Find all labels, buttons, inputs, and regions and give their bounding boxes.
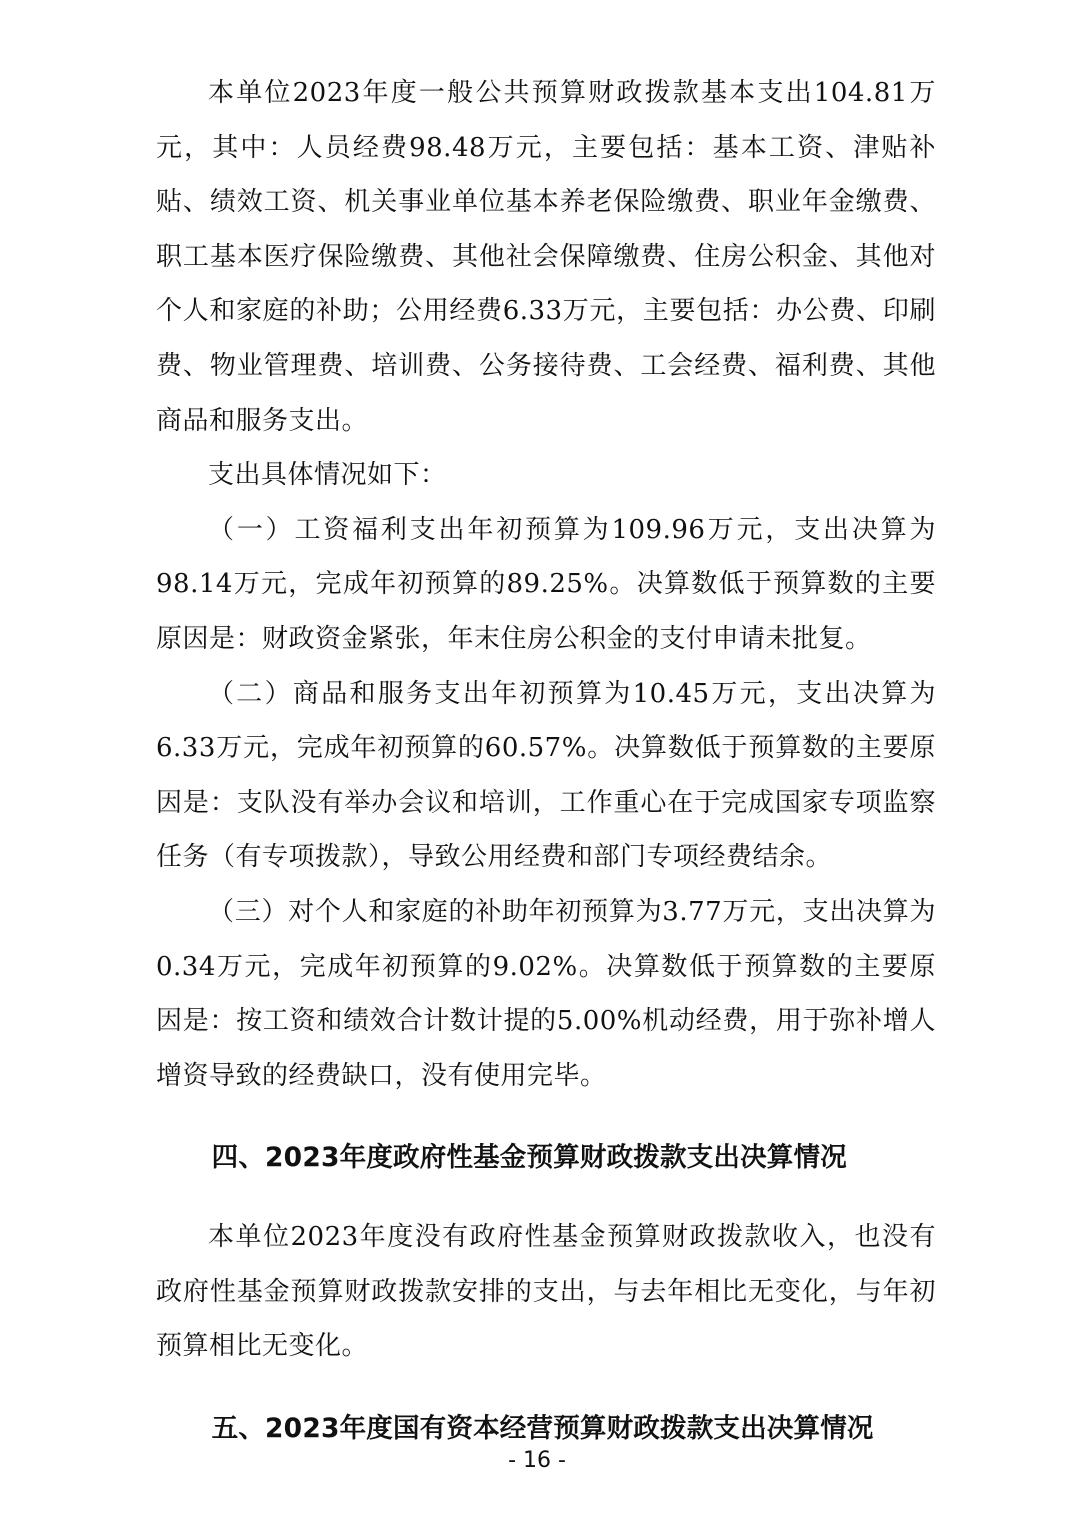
page-number: - 16 - xyxy=(508,1448,566,1473)
paragraph-goods-services: （二）商品和服务支出年初预算为10.45万元，支出决算为6.33万元，完成年初预算的60.57%。决算数低于预算数的主要原因是：支队没有举办会议和培训，工作重心在于完成国家专项监察任务（有专项拨款），导致公用经费和部门专项经费结余。 xyxy=(156,678,936,873)
document-page xyxy=(156,66,936,1459)
paragraph-wages-welfare: （一）工资福利支出年初预算为109.96万元，支出决算为98.14万元，完成年初预算的89.25%。决算数低于预算数的主要原因是：财政资金紧张，年末住房公积金的支付申请未批复。 xyxy=(156,514,936,654)
paragraph-details-intro: 支出具体情况如下： xyxy=(208,460,447,491)
section-4-heading: 四、2023年度政府性基金预算财政拨款支出决算情况 xyxy=(211,1142,847,1174)
paragraph-individual-subsidy: （三）对个人和家庭的补助年初预算为3.77万元，支出决算为0.34万元，完成年初预算的9.02%。决算数低于预算数的主要原因是：按工资和绩效合计数计提的5.00%机动经费，用于弥补增人增资导致的经费缺口，没有使用完毕。 xyxy=(156,896,936,1091)
paragraph-basic-expenditure: 本单位2023年度一般公共预算财政拨款基本支出104.81万元，其中：人员经费98.48万元，主要包括：基本工资、津贴补贴、绩效工资、机关事业单位基本养老保险缴费、职业年金缴费、职工基本医疗保险缴费、其他社会保障缴费、住房公积金、其他对个人和家庭的补助；公用经费6.33万元，主要包括：办公费、印刷费、物业管理费、培训费、公务接待费、工会经费、福利费、其他商品和服务支出。 xyxy=(156,78,936,436)
section-5-heading: 五、2023年度国有资本经营预算财政拨款支出决算情况 xyxy=(211,1413,874,1445)
section-4-body: 本单位2023年度没有政府性基金预算财政拨款收入，也没有政府性基金预算财政拨款安排的支出，与去年相比无变化，与年初预算相比无变化。 xyxy=(156,1222,936,1362)
